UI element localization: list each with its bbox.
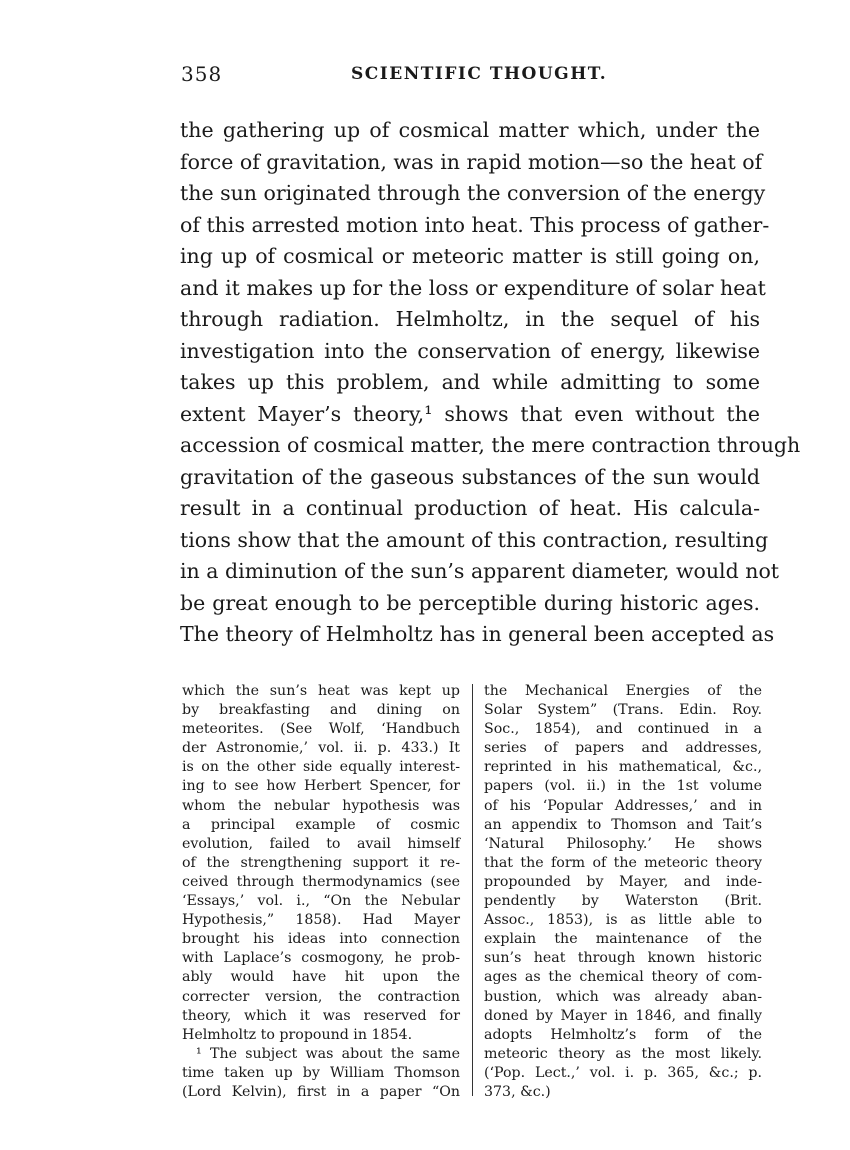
footnote-line: ages as the chemical theory of com- (484, 969, 762, 986)
footnote-line: bustion, which was already aban- (484, 988, 762, 1005)
footnote-line: meteorites. (See Wolf, ‘Handbuch (182, 721, 460, 738)
body-line: force of gravitation, was in rapid motion—so the heat of (180, 149, 763, 174)
body-line: result in a continual production of heat. His calcula- (180, 496, 760, 520)
footnote-line: doned by Mayer in 1846, and finally (484, 1007, 762, 1024)
footnote-line: der Astronomie,’ vol. ii. p. 433.) It (182, 740, 460, 757)
body-line: in a diminution of the sun’s apparent diameter, would not (180, 559, 780, 583)
body-line: of this arrested motion into heat. This process of gather- (180, 212, 770, 237)
footnote-line: Solar System” (Trans. Edin. Roy. (484, 702, 762, 719)
body-line: takes up this problem, and while admitting to some (180, 370, 760, 394)
footnote-line: explain the maintenance of the (484, 931, 762, 948)
footnote-line: Assoc., 1853), is as little able to (484, 912, 762, 929)
footnote-line: is on the other side equally interest- (182, 759, 460, 776)
page-number: 358 (181, 62, 223, 86)
footnote-column-right (484, 682, 762, 1102)
footnote-line: ‘Natural Philosophy.’ He shows (484, 835, 762, 852)
footnote-line: which the sun’s heat was kept up (182, 683, 460, 699)
column-divider (472, 684, 473, 1096)
footnote-line: brought his ideas into connection (182, 931, 460, 948)
footnote-column-left (182, 682, 460, 1102)
footnote-line: sun’s heat through known historic (484, 950, 762, 967)
footnote-line: evolution, failed to avail himself (182, 835, 460, 852)
footnote-line: correcter version, the contraction (182, 988, 460, 1005)
footnote-line: (Lord Kelvin), first in a paper “On (182, 1083, 460, 1100)
footnote-line: 373, &c.) (484, 1083, 551, 1100)
body-line: accession of cosmical matter, the mere contraction through (180, 433, 801, 457)
footnote-line: an appendix to Thomson and Tait’s (484, 816, 762, 833)
footnote-line: that the form of the meteoric theory (484, 854, 762, 871)
footnote-line: reprinted in his mathematical, &c., (484, 759, 762, 776)
footnote-line: a principal example of cosmic (182, 816, 460, 833)
footnote-line: of his ‘Popular Addresses,’ and in (484, 797, 762, 814)
footnote-line: adopts Helmholtz’s form of the (484, 1026, 762, 1043)
body-text (180, 115, 801, 651)
footnote-marker-line: ¹ The subject was about the same (196, 1045, 460, 1062)
footnote-line: Soc., 1854), and continued in a (484, 721, 762, 738)
body-line: gravitation of the gaseous substances of the sun would (180, 464, 760, 489)
body-line: extent Mayer’s theory,¹ shows that even without the (180, 401, 760, 426)
footnote-line: Hypothesis,” 1858). Had Mayer (182, 912, 460, 929)
body-line: investigation into the conservation of energy, likewise (180, 338, 760, 363)
running-title: SCIENTIFIC THOUGHT. (351, 64, 608, 84)
footnote-line: Helmholtz to propound in 1854. (182, 1026, 413, 1043)
body-line: through radiation. Helmholtz, in the sequel of his (180, 307, 760, 331)
footnote-line: pendently by Waterston (Brit. (484, 893, 762, 910)
footnote-line: propounded by Mayer, and inde- (484, 873, 762, 890)
footnote-line: theory, which it was reserved for (182, 1007, 460, 1024)
footnote-line: time taken up by William Thomson (182, 1064, 460, 1081)
footnote-line: whom the nebular hypothesis was (182, 797, 460, 814)
footnote-line: series of papers and addresses, (484, 740, 762, 757)
footnotes (182, 682, 762, 1102)
footnote-line: (‘Pop. Lect.,’ vol. i. p. 365, &c.; p. (484, 1064, 762, 1081)
page-header (181, 62, 761, 92)
footnote-line: of the strengthening support it re- (182, 854, 460, 871)
footnote-line: papers (vol. ii.) in the 1st volume (484, 778, 762, 795)
body-line: The theory of Helmholtz has in general been accepted as (180, 622, 775, 646)
body-line: the gathering up of cosmical matter which, under the (180, 118, 760, 142)
body-line: be great enough to be perceptible during historic ages. (180, 590, 760, 615)
footnote-line: ably would have hit upon the (182, 969, 460, 986)
body-line: tions show that the amount of this contraction, resulting (180, 527, 769, 552)
body-line: ing up of cosmical or meteoric matter is still going on, (180, 244, 760, 268)
footnote-line: ing to see how Herbert Spencer, for (182, 778, 460, 795)
body-line: and it makes up for the loss or expenditure of solar heat (180, 275, 766, 300)
footnote-line: meteoric theory as the most likely. (484, 1045, 762, 1062)
footnote-line: the Mechanical Energies of the (484, 683, 762, 699)
footnote-line: by breakfasting and dining on (182, 702, 460, 719)
body-line: the sun originated through the conversion of the energy (180, 181, 766, 205)
footnote-line: ceived through thermodynamics (see (182, 873, 460, 890)
footnote-line: with Laplace’s cosmogony, he prob- (182, 950, 460, 967)
footnote-line: ‘Essays,’ vol. i., “On the Nebular (182, 893, 460, 910)
